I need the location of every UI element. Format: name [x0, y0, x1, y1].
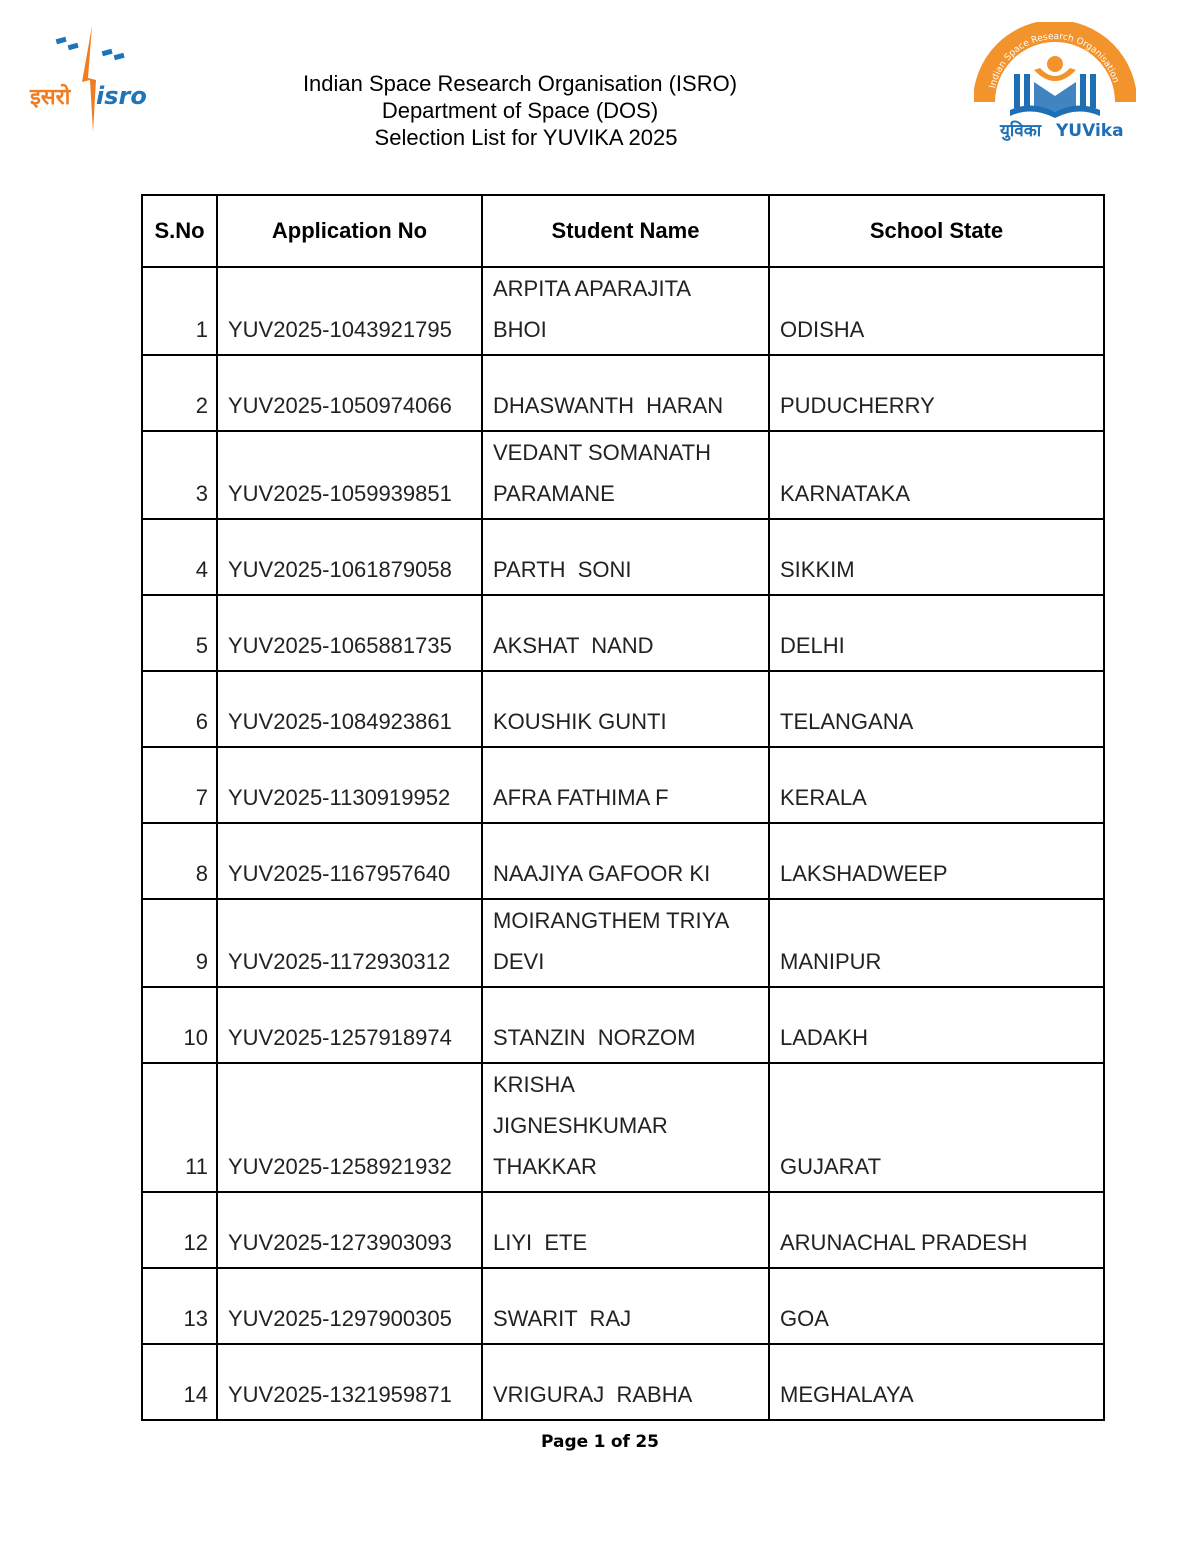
col-header-student-name: Student Name	[482, 195, 769, 267]
student-name-cell	[482, 267, 769, 355]
student-name-cell	[482, 747, 769, 823]
table-row	[142, 899, 1104, 987]
student-name-line: LIYI ETE	[493, 1230, 588, 1255]
student-name-line: JIGNESHKUMAR	[493, 1113, 668, 1138]
sno-cell: 7	[142, 747, 217, 823]
sno-cell: 8	[142, 823, 217, 899]
application-no-cell: YUV2025-1167957640	[217, 823, 482, 899]
page-footer	[0, 1432, 1200, 1452]
school-state-cell: LAKSHADWEEP	[769, 823, 1104, 899]
svg-text:YUVika: YUVika	[1056, 121, 1124, 141]
page-number: 1	[593, 1432, 606, 1452]
student-name-line: STANZIN NORZOM	[493, 1025, 696, 1050]
dept-title: Department of Space (DOS)	[381, 98, 659, 123]
student-name-line: DEVI	[493, 949, 545, 974]
student-name-cell	[482, 355, 769, 431]
table-row	[142, 1063, 1104, 1192]
school-state-cell: KERALA	[769, 747, 1104, 823]
table-row	[142, 671, 1104, 747]
student-name-cell	[482, 987, 769, 1063]
student-name-line: KRISHA	[493, 1072, 575, 1097]
isro-logo	[26, 22, 154, 134]
svg-text:isro: isro	[96, 82, 147, 110]
student-name-line: ARPITA APARAJITA	[493, 276, 692, 301]
svg-text:Indian Space Research Organisa: Indian Space Research Organisation	[988, 31, 1121, 90]
table-row	[142, 1268, 1104, 1344]
student-name-line: NAAJIYA GAFOOR KI	[493, 861, 711, 886]
table-body	[142, 267, 1104, 1420]
student-name-cell	[482, 671, 769, 747]
school-state-cell: TELANGANA	[769, 671, 1104, 747]
table-row	[142, 987, 1104, 1063]
student-name-line: THAKKAR	[493, 1154, 597, 1179]
table-header-row	[142, 195, 1104, 267]
list-title: Selection List for YUVIKA 2025	[374, 125, 678, 150]
student-name-cell	[482, 1192, 769, 1268]
table-row	[142, 747, 1104, 823]
of-word: of	[610, 1432, 630, 1452]
application-no-cell: YUV2025-1297900305	[217, 1268, 482, 1344]
student-name-line: AFRA FATHIMA F	[493, 785, 669, 810]
table-row	[142, 519, 1104, 595]
table-row	[142, 1192, 1104, 1268]
col-header-application-no: Application No	[217, 195, 482, 267]
student-name-line: AKSHAT NAND	[493, 633, 654, 658]
school-state-cell: LADAKH	[769, 987, 1104, 1063]
school-state-cell: DELHI	[769, 595, 1104, 671]
total-pages: 25	[635, 1432, 659, 1452]
student-name-cell	[482, 595, 769, 671]
sno-cell: 6	[142, 671, 217, 747]
school-state-cell: ODISHA	[769, 267, 1104, 355]
student-name-line: PARAMANE	[493, 481, 615, 506]
school-state-cell: MANIPUR	[769, 899, 1104, 987]
application-no-cell: YUV2025-1050974066	[217, 355, 482, 431]
sno-cell: 4	[142, 519, 217, 595]
table-row	[142, 431, 1104, 519]
sno-cell: 9	[142, 899, 217, 987]
student-name-line: MOIRANGTHEM TRIYA	[493, 908, 730, 933]
sno-cell: 11	[142, 1063, 217, 1192]
application-no-cell: YUV2025-1065881735	[217, 595, 482, 671]
school-state-cell: SIKKIM	[769, 519, 1104, 595]
student-name-line: KOUSHIK GUNTI	[493, 709, 667, 734]
school-state-cell: GUJARAT	[769, 1063, 1104, 1192]
page-word: Page	[541, 1432, 589, 1452]
org-title: Indian Space Research Organisation (ISRO)	[302, 71, 738, 96]
application-no-cell: YUV2025-1059939851	[217, 431, 482, 519]
sno-cell: 12	[142, 1192, 217, 1268]
student-name-line: BHOI	[493, 317, 547, 342]
col-header-sno: S.No	[142, 195, 217, 267]
student-name-line: SWARIT RAJ	[493, 1306, 632, 1331]
application-no-cell: YUV2025-1043921795	[217, 267, 482, 355]
application-no-cell: YUV2025-1130919952	[217, 747, 482, 823]
sno-cell: 2	[142, 355, 217, 431]
school-state-cell: ARUNACHAL PRADESH	[769, 1192, 1104, 1268]
svg-text:इसरो: इसरो	[30, 85, 71, 110]
table-row	[142, 595, 1104, 671]
application-no-cell: YUV2025-1061879058	[217, 519, 482, 595]
student-name-cell	[482, 823, 769, 899]
application-no-cell: YUV2025-1321959871	[217, 1344, 482, 1420]
student-name-line: VRIGURAJ RABHA	[493, 1382, 693, 1407]
student-name-line: DHASWANTH HARAN	[493, 393, 724, 418]
school-state-cell: PUDUCHERRY	[769, 355, 1104, 431]
svg-text:युविका: युविका	[1000, 121, 1042, 141]
application-no-cell: YUV2025-1258921932	[217, 1063, 482, 1192]
application-no-cell: YUV2025-1257918974	[217, 987, 482, 1063]
table-row	[142, 355, 1104, 431]
school-state-cell: KARNATAKA	[769, 431, 1104, 519]
application-no-cell: YUV2025-1172930312	[217, 899, 482, 987]
student-name-cell	[482, 1063, 769, 1192]
col-header-school-state: School State	[769, 195, 1104, 267]
sno-cell: 10	[142, 987, 217, 1063]
sno-cell: 5	[142, 595, 217, 671]
student-name-line: VEDANT SOMANATH	[493, 440, 711, 465]
yuvika-logo	[974, 22, 1136, 146]
school-state-cell: MEGHALAYA	[769, 1344, 1104, 1420]
sno-cell: 1	[142, 267, 217, 355]
student-name-line: PARTH SONI	[493, 557, 632, 582]
document-header	[220, 70, 920, 151]
school-state-cell: GOA	[769, 1268, 1104, 1344]
student-name-cell	[482, 519, 769, 595]
application-no-cell: YUV2025-1084923861	[217, 671, 482, 747]
sno-cell: 13	[142, 1268, 217, 1344]
student-name-cell	[482, 1268, 769, 1344]
student-name-cell	[482, 899, 769, 987]
application-no-cell: YUV2025-1273903093	[217, 1192, 482, 1268]
table-row	[142, 267, 1104, 355]
selection-table	[141, 194, 1105, 1421]
table-row	[142, 1344, 1104, 1420]
student-name-cell	[482, 431, 769, 519]
table-row	[142, 823, 1104, 899]
sno-cell: 3	[142, 431, 217, 519]
sno-cell: 14	[142, 1344, 217, 1420]
student-name-cell	[482, 1344, 769, 1420]
